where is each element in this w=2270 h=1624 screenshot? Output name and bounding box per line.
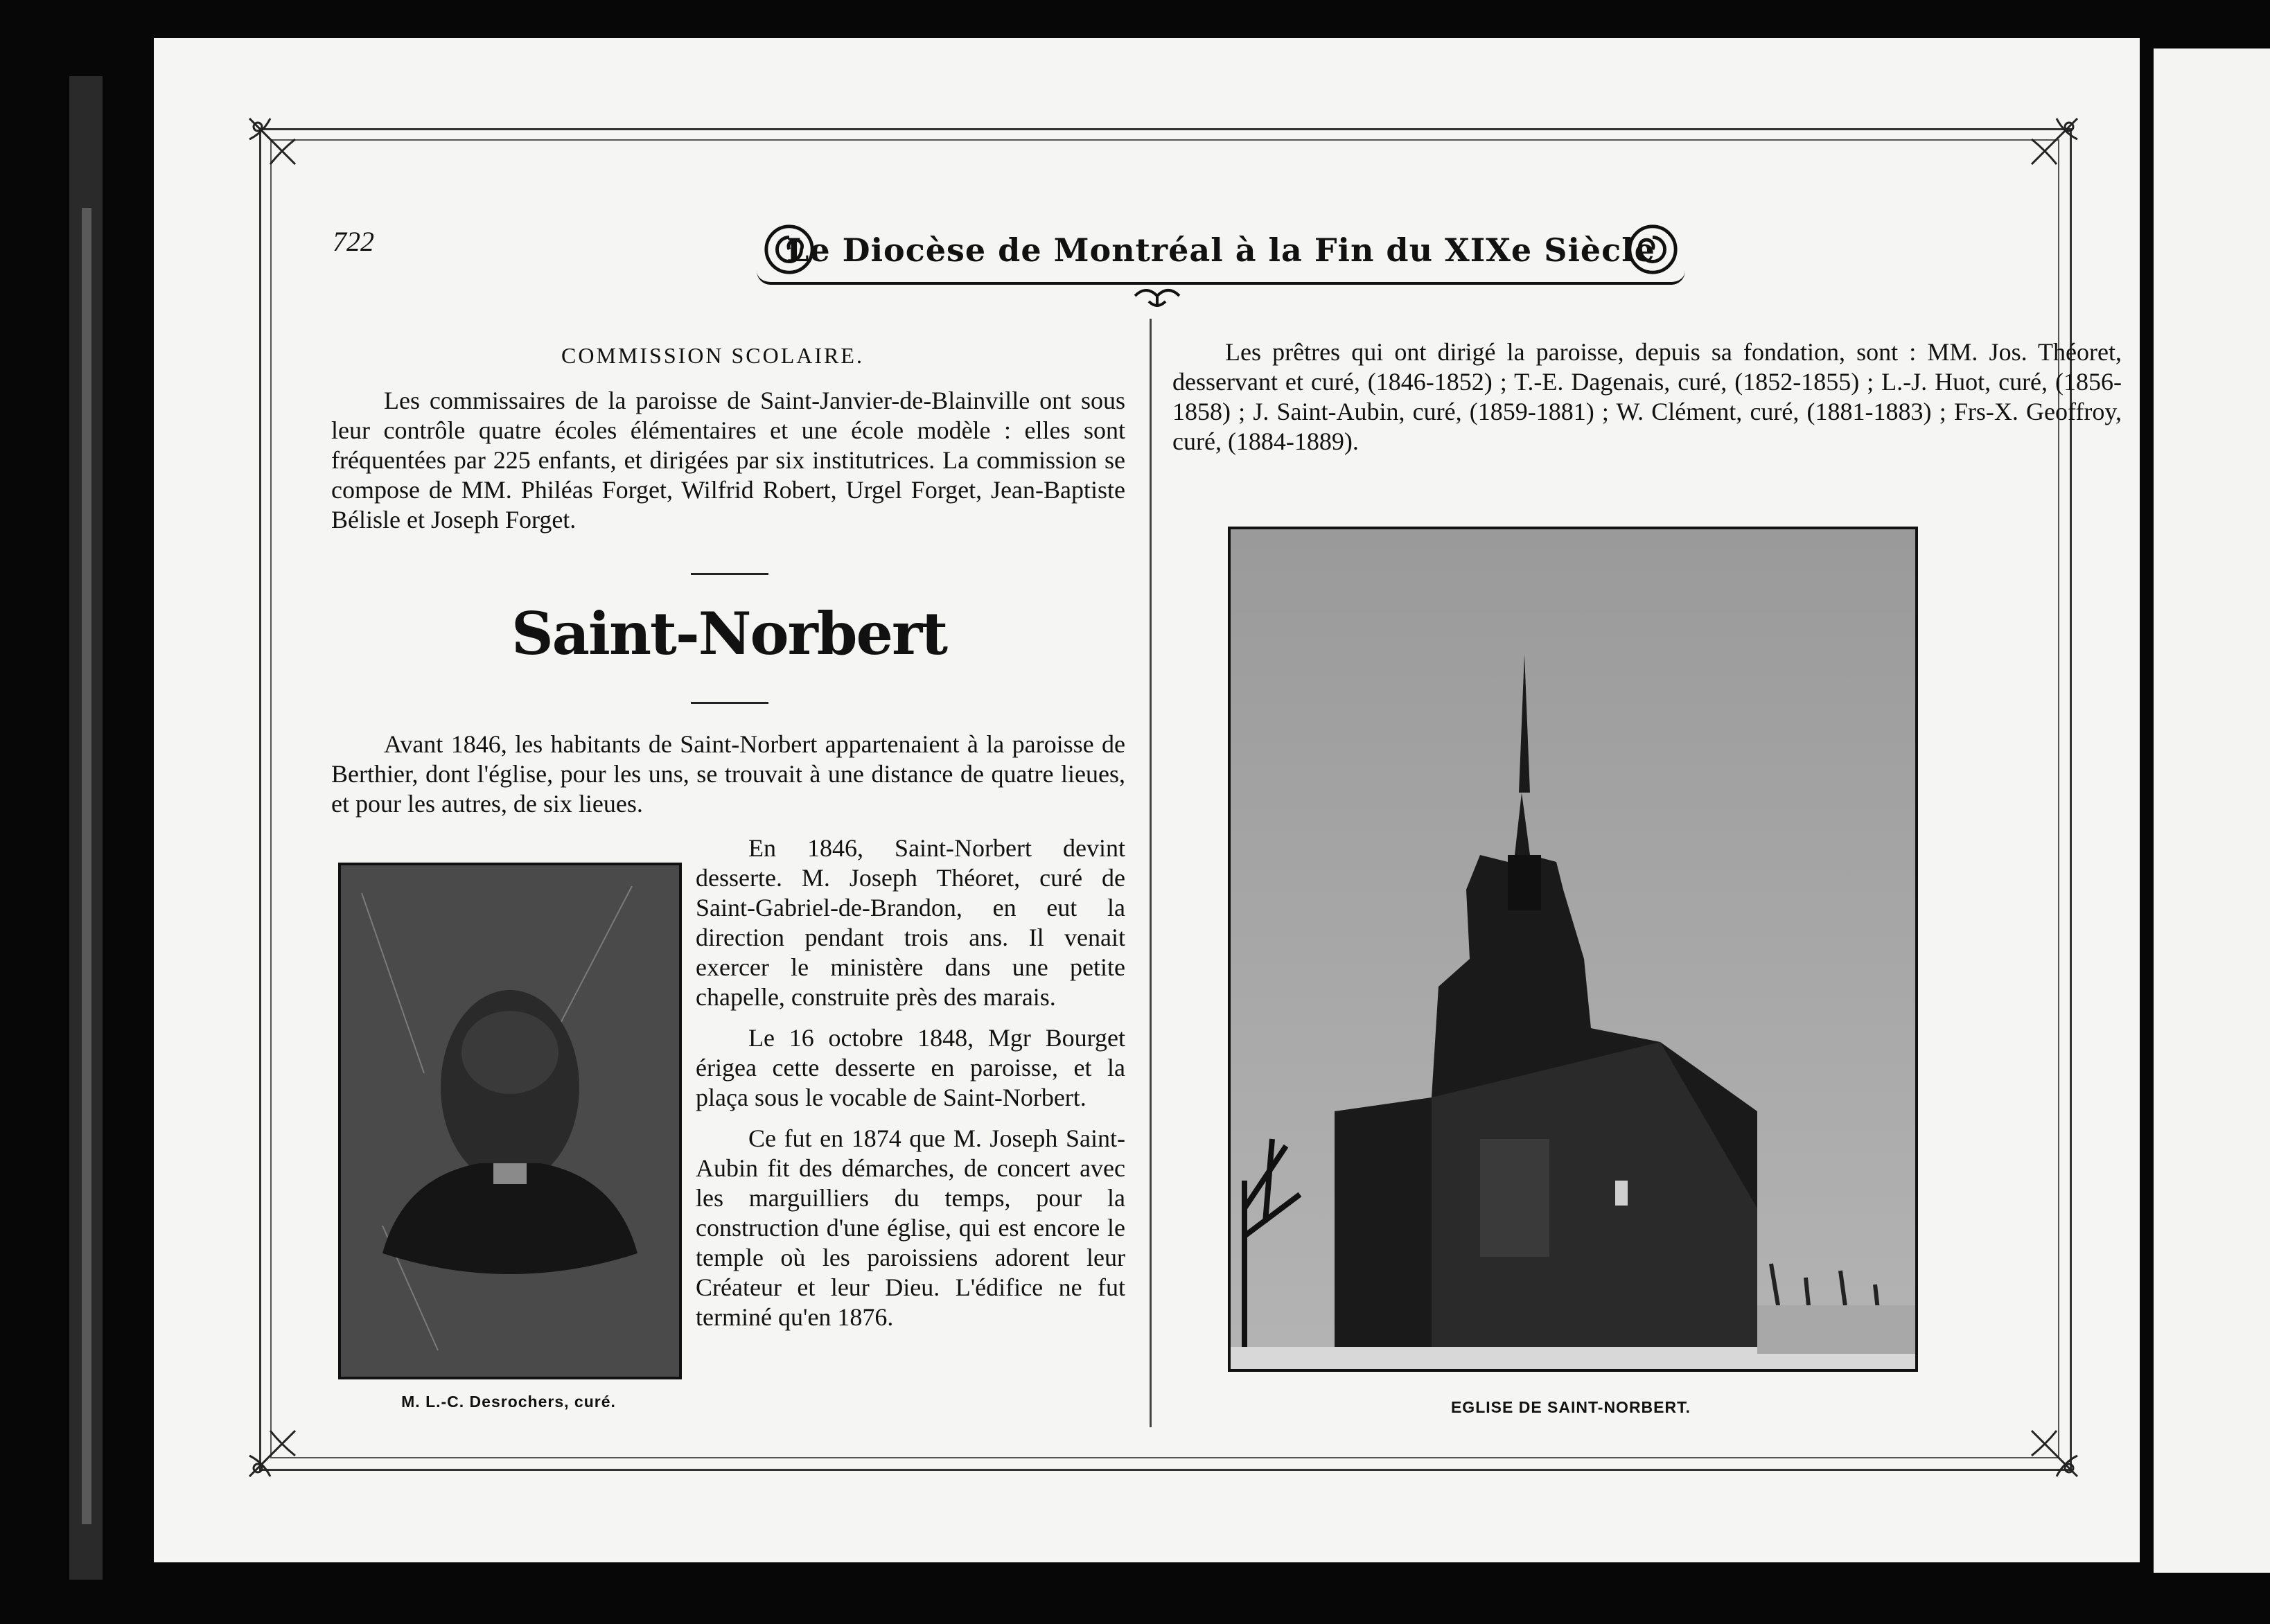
title-rule-top <box>691 573 768 575</box>
paragraph-1848: Le 16 octobre 1848, Mgr Bourget érigea cette desserte en paroisse, et la plaça sous le vocable de Saint-Norbert. <box>696 1024 1125 1111</box>
swirl-ornament-left <box>762 222 816 276</box>
paragraph-text: Avant 1846, les habitants de Saint-Norbert appartenaient à la paroisse de Berthier, dont l'église, pour les uns, se trouvait à une distance de quatre lieues, et pour les autres, de six lieues. <box>331 730 1125 818</box>
swirl-ornament-right <box>1626 222 1680 276</box>
adjacent-page <box>2154 48 2270 1573</box>
corner-ornament-bottom-right <box>2025 1424 2084 1483</box>
column-rule <box>1150 319 1152 1427</box>
church-caption: EGLISE DE SAINT-NORBERT. <box>1450 1398 1691 1416</box>
paragraph-1846: En 1846, Saint-Norbert devint desserte. M. Joseph Théoret, curé de Saint-Gabriel-de-Brandon, en eut la direction pendant trois ans. Il venait exercer le ministère dans une petite chapelle, construite près des marais. <box>696 834 1125 1011</box>
film-edge-strip <box>82 208 91 1524</box>
church-photo <box>1228 527 1918 1372</box>
priests-paragraph <box>1172 337 2122 457</box>
fleuron-ornament <box>1128 282 1186 310</box>
commission-paragraph <box>331 386 1125 535</box>
paragraph-1874: Ce fut en 1874 que M. Joseph Saint-Aubin fit des démarches, de concert avec les marguilliers du temps, pour la construction d'une église, qui est encore le temple où les paroissiens adorent leur Créateur et leur Dieu. L'édifice ne fut terminé qu'en 1876. <box>696 1124 1125 1331</box>
running-head <box>757 218 1685 285</box>
paragraph-text: Les commissaires de la paroisse de Saint-Janvier-de-Blainville ont sous leur contrôle quatre écoles élémentaires et une école modèle : elles sont fréquentées par 225 enfants, et dirigées par six institutrices. La commission se compose de MM. Philéas Forget, Wilfrid Robert, Urgel Forget, Jean-Baptiste Bélisle et Joseph Forget. <box>331 387 1125 533</box>
portrait-photo <box>338 863 682 1379</box>
book-page <box>154 38 2140 1562</box>
page-number: 722 <box>333 226 374 257</box>
running-head-title: Le Diocèse de Montréal à la Fin du XIXe Siècle <box>786 231 1655 269</box>
title-rule-bottom <box>691 702 768 704</box>
narrow-column-text <box>696 833 1125 1332</box>
corner-ornament-top-left <box>243 112 302 171</box>
corner-ornament-top-right <box>2025 112 2084 171</box>
corner-ornament-bottom-left <box>243 1424 302 1483</box>
intro-paragraph <box>331 730 1125 819</box>
paragraph-text: Les prêtres qui ont dirigé la paroisse, depuis sa fondation, sont : MM. Jos. Théoret, desservant et curé, (1846-1852) ; T.-E. Dagenais, curé, (1852-1855) ; L.-J. Huot, curé, (1856-1858) ; J. Saint-Aubin, curé, (1859-1881) ; W. Clément, curé, (1881-1883) ; Frs-X. Geoffroy, curé, (1884-1889). <box>1172 338 2122 455</box>
article-title: Saint-Norbert <box>511 599 947 668</box>
portrait-caption: M. L.-C. Desrochers, curé. <box>401 1393 616 1411</box>
section-heading: COMMISSION SCOLAIRE. <box>561 343 864 368</box>
